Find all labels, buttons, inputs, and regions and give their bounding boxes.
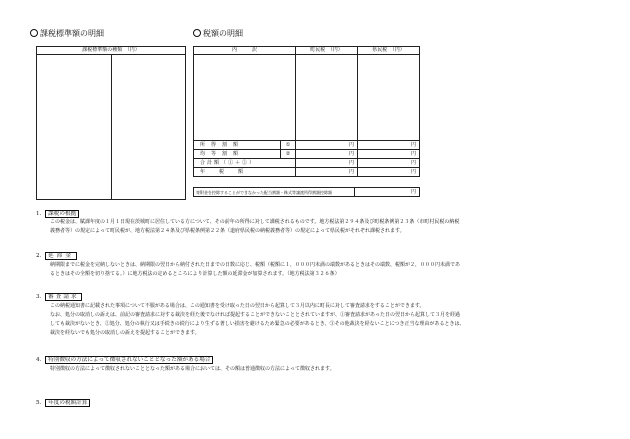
paragraph-body-3: この納税通知書に記載された事項について不服がある場合は、この通知書を受け取った日の翌日から起算して３月以内に町長に対して審査請求をすることができます。 なお、処分の取消しの訴えは、前記の審査請求に対する裁決を経た後でなければ提起することができないこととされていますが、①審査請求があった日の翌日から起算して３月を経過 しても裁決がないとき、②処分、処分の執行又は手続きの続行により生ずる著しい損害を避けるため緊急の必要があるとき、③その他裁決を経ないことにつき正当な理由があるときは、 裁決を経ないでも処分の取消しの訴えを提起することができます。 xyxy=(50,303,465,336)
heading-box: 延滞金 xyxy=(45,252,77,260)
table-row xyxy=(194,150,420,159)
heading-box: 特別徴収の方法によって徴収されないこととなった額がある場合 xyxy=(45,356,213,364)
pref-unit: 円 xyxy=(358,150,420,159)
row-label: 所得割額 xyxy=(194,141,281,150)
taxable-base-table xyxy=(36,46,186,200)
taxable-base-title: 課税標準額の明細 xyxy=(30,28,104,39)
heading-box: 審査請求 xyxy=(45,293,81,301)
table-row xyxy=(194,141,420,150)
breakdown-header: 内 訳 xyxy=(194,47,296,55)
circle-icon xyxy=(30,29,38,37)
row-label: 年税額 xyxy=(194,168,296,177)
town-unit: 円 xyxy=(296,141,358,150)
table-row xyxy=(194,159,420,168)
town-tax-blank xyxy=(296,55,358,141)
circle-icon xyxy=(193,29,201,37)
paragraph-heading-2: 2． 延滞金 xyxy=(36,251,77,259)
town-unit: 円 xyxy=(296,150,358,159)
town-unit: 円 xyxy=(296,168,358,177)
town-unit: 円 xyxy=(296,159,358,168)
heading-box: 年度の税額計算 xyxy=(45,399,90,407)
paragraph-body-4: 特別徴収の方法によって徴収されないこととなった額がある場合においては、その額は普通徴収の方法によって徴収されます。 xyxy=(50,366,335,372)
pref-unit: 円 xyxy=(358,168,420,177)
taxable-base-col-left xyxy=(37,55,112,200)
paragraph-heading-4: 4． 特別徴収の方法によって徴収されないこととなった額がある場合 xyxy=(36,355,213,363)
taxable-base-col-right xyxy=(112,55,186,200)
paragraph-heading-1: 1． 課税の根拠 xyxy=(36,209,79,217)
row-num: ② xyxy=(281,150,296,159)
pref-tax-blank xyxy=(358,55,420,141)
tax-amount-table xyxy=(193,46,420,177)
table-row xyxy=(194,168,420,177)
tax-amount-title: 税額の明細 xyxy=(193,28,243,39)
paragraph-heading-3: 3． 審査請求 xyxy=(36,292,82,300)
paragraph-body-1: この税金は、賦課年度の１月１日現在茨城町に居住している方について、その前年の所得に対して課税されるものです。地方税法第２９４条及び町税条例第２３条（市町村民税の納税 義務者等）の規定によって町民税が、地方税法第２４条及び県税条例第２２条（道府県民税の納税義務者等）の規定によって県民税がそれぞれ課税されます。 xyxy=(50,219,460,234)
breakdown-blank xyxy=(194,55,296,141)
paragraph-body-2: 納期限までに税金を完納しないときは、納期限の翌日から納付された日までの日数に応じ、税額（税額に１，０００円未満の端数があるときはその端数、税額が２，０００円未満であ るときはその全額を切り捨てる。）に地方税法の定めるところにより計算した額の延滞金が加算されます。（地方税法第３２６条） xyxy=(50,262,461,277)
taxable-base-header: 課税標準額の種類 （円） xyxy=(37,47,186,55)
heading-box: 課税の根拠 xyxy=(45,210,79,218)
pref-unit: 円 xyxy=(358,141,420,150)
pref-unit: 円 xyxy=(358,159,420,168)
deduction-note-label: 寄附金を控除することができなかった配当割額・株式等譲渡所得割額控除額 xyxy=(194,188,355,197)
row-label: 均等割額 xyxy=(194,150,281,159)
pref-tax-header: 県民税 （円） xyxy=(358,47,420,55)
deduction-note-unit: 円 xyxy=(355,188,420,197)
row-num: ① xyxy=(281,141,296,150)
town-tax-header: 町民税 （円） xyxy=(296,47,358,55)
row-label: 合計額（①＋②） xyxy=(194,159,296,168)
paragraph-heading-5: 5． 年度の税額計算 xyxy=(36,398,90,406)
deduction-note-table xyxy=(193,187,420,197)
